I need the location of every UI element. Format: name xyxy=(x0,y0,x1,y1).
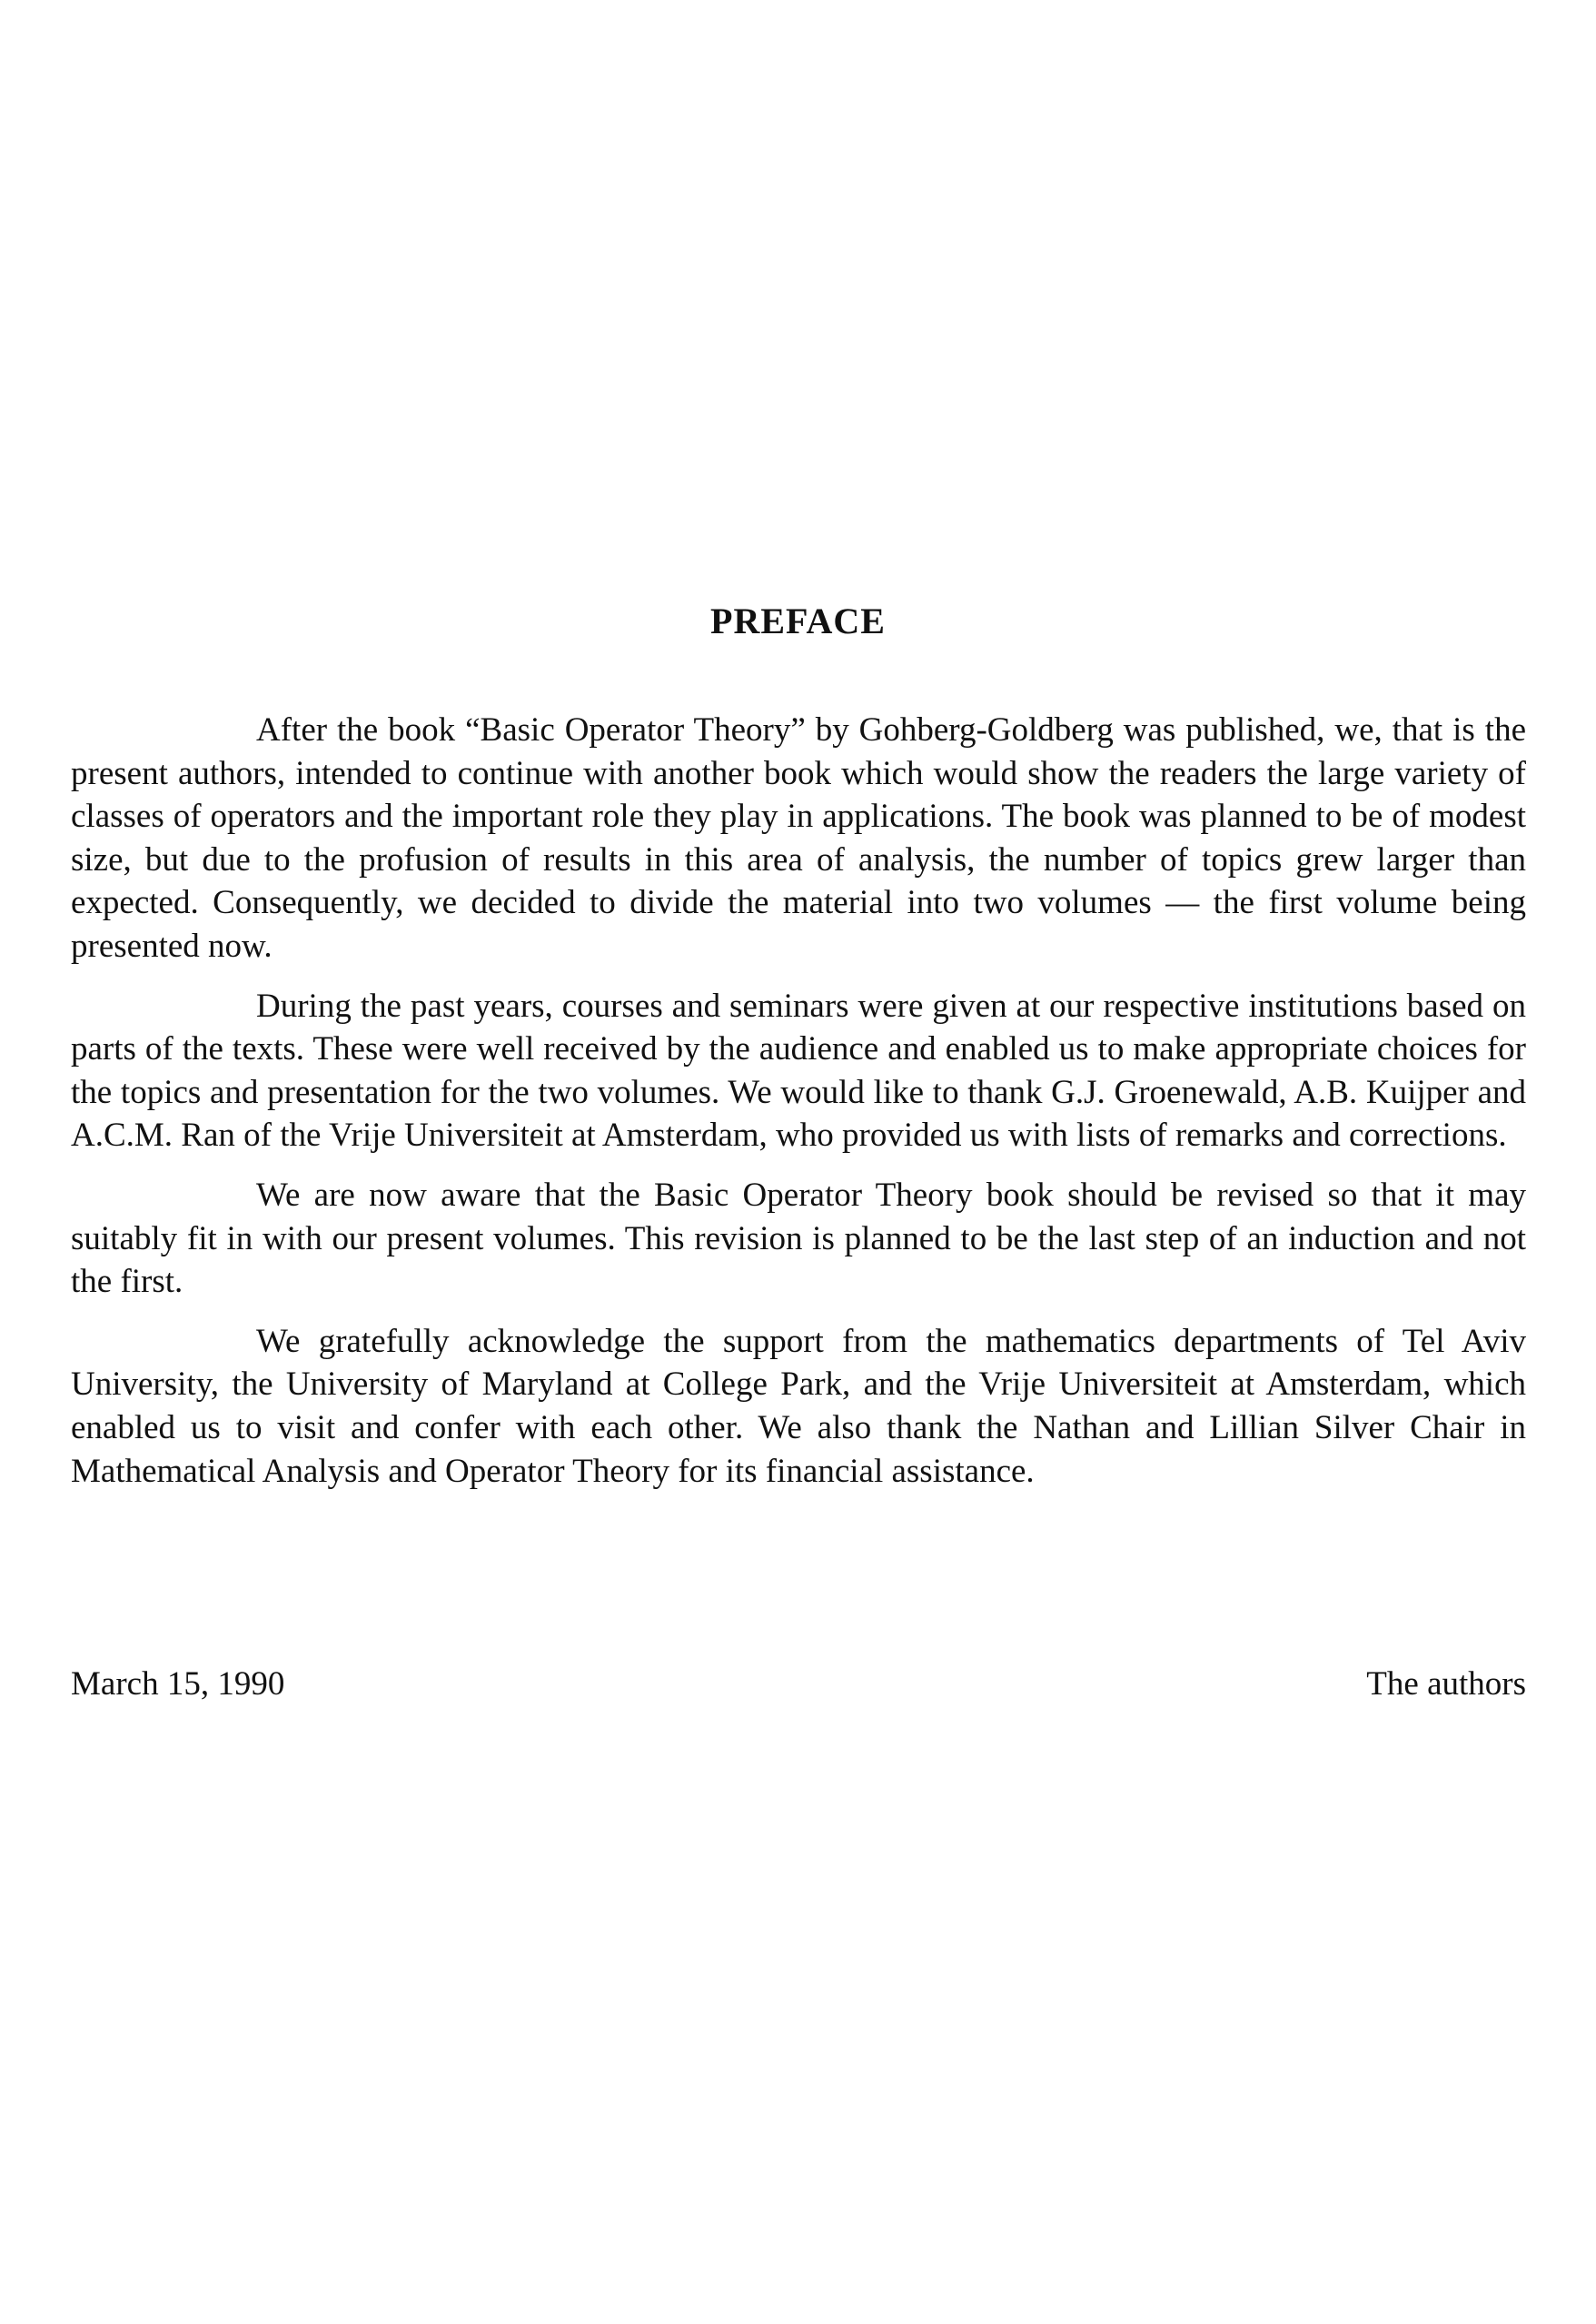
signoff-line xyxy=(71,1663,1526,1706)
paragraph-1: After the book “Basic Operator Theory” by Gohberg-Goldberg was published, we, that is the present authors, intended to continue with another book which would show the readers the large variety of classes of operators and the important role they play in applications. The book was planned to be of modest size, but due to the profusion of results in this area of analysis, the number of topics grew larger than expected. Consequently, we decided to divide the material into two volumes — the first volume being presented now. xyxy=(71,711,1526,965)
date: March 15, 1990 xyxy=(71,1665,285,1703)
paragraph-4: We gratefully acknowledge the support from the mathematics departments of Tel Aviv University, the University of Maryland at College Park, and the Vrije Universiteit at Amsterdam, which enabled us to visit and confer with each other. We also thank the Nathan and Lillian Silver Chair in Mathematical Analysis and Operator Theory for its financial assistance. xyxy=(71,1322,1526,1490)
signature: The authors xyxy=(1366,1665,1526,1703)
preface-body xyxy=(71,709,1526,1493)
paragraph-3: We are now aware that the Basic Operator Theory book should be revised so that it may suitably fit in with our present volumes. This revision is planned to be the last step of an induction and not the first. xyxy=(71,1176,1526,1301)
paragraph-2: During the past years, courses and seminars were given at our respective institutions based on parts of the texts. These were well received by the audience and enabled us to make appropriate choices for the topics and presentation for the two volumes. We would like to thank G.J. Groenewald, A.B. Kuijper and A.C.M. Ran of the Vrije Universiteit at Amsterdam, who provided us with lists of remarks and corrections. xyxy=(71,987,1526,1155)
page-title: PREFACE xyxy=(710,601,886,641)
